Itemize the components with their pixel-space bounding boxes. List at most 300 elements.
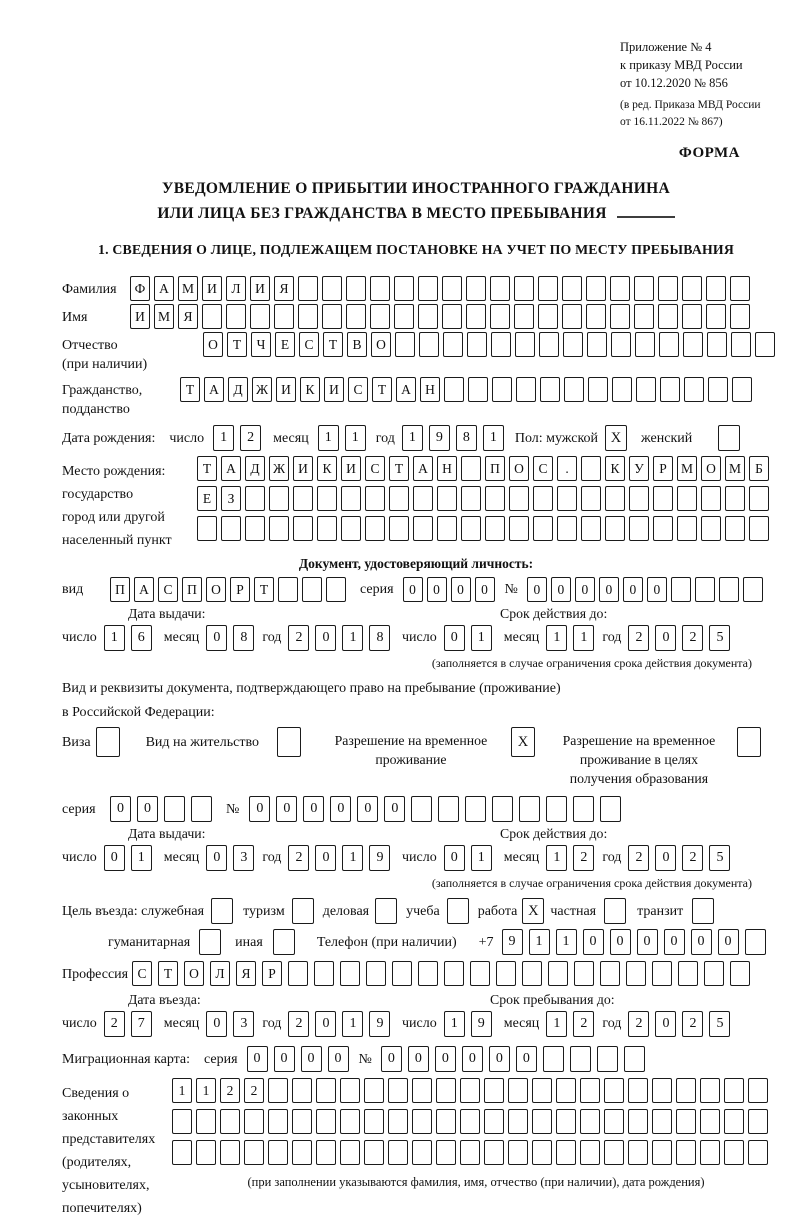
char-cell[interactable] bbox=[700, 1078, 720, 1103]
char-cell[interactable] bbox=[586, 304, 606, 329]
char-cell[interactable]: 0 bbox=[249, 796, 270, 822]
char-cell[interactable]: 2 bbox=[288, 625, 309, 651]
char-cell[interactable] bbox=[580, 1109, 600, 1134]
char-cell[interactable] bbox=[701, 486, 721, 511]
char-cell[interactable]: Т bbox=[254, 577, 274, 602]
char-cell[interactable] bbox=[437, 486, 457, 511]
char-cell[interactable] bbox=[519, 796, 540, 822]
char-cell[interactable]: 2 bbox=[682, 1011, 703, 1037]
char-cell[interactable] bbox=[197, 516, 217, 541]
char-cell[interactable] bbox=[748, 1140, 768, 1165]
char-cell[interactable]: 0 bbox=[403, 577, 423, 602]
char-cell[interactable]: 0 bbox=[623, 577, 643, 602]
char-cell[interactable]: 1 bbox=[342, 625, 363, 651]
char-cell[interactable]: З bbox=[221, 486, 241, 511]
char-cell[interactable] bbox=[605, 516, 625, 541]
char-cell[interactable]: 9 bbox=[369, 1011, 390, 1037]
char-cell[interactable] bbox=[492, 377, 512, 402]
char-cell[interactable] bbox=[245, 516, 265, 541]
char-cell[interactable]: Е bbox=[275, 332, 295, 357]
char-cell[interactable]: 1 bbox=[318, 425, 339, 451]
char-cell[interactable] bbox=[556, 1140, 576, 1165]
char-cell[interactable] bbox=[314, 961, 334, 986]
char-cell[interactable]: О bbox=[701, 456, 721, 481]
char-cell[interactable] bbox=[588, 377, 608, 402]
temp-residence-edu-checkbox[interactable] bbox=[737, 727, 761, 757]
char-cell[interactable]: 1 bbox=[345, 425, 366, 451]
char-cell[interactable]: Е bbox=[197, 486, 217, 511]
char-cell[interactable] bbox=[364, 1078, 384, 1103]
char-cell[interactable] bbox=[389, 486, 409, 511]
char-cell[interactable]: 1 bbox=[546, 1011, 567, 1037]
char-cell[interactable] bbox=[574, 961, 594, 986]
char-cell[interactable] bbox=[611, 332, 631, 357]
char-cell[interactable] bbox=[365, 516, 385, 541]
char-cell[interactable]: 0 bbox=[475, 577, 495, 602]
char-cell[interactable]: 0 bbox=[444, 845, 465, 871]
char-cell[interactable] bbox=[461, 486, 481, 511]
char-cell[interactable]: 1 bbox=[529, 929, 550, 955]
char-cell[interactable]: 0 bbox=[276, 796, 297, 822]
char-cell[interactable] bbox=[274, 304, 294, 329]
char-cell[interactable] bbox=[557, 486, 577, 511]
char-cell[interactable]: Я bbox=[236, 961, 256, 986]
char-cell[interactable]: 0 bbox=[516, 1046, 537, 1072]
sex-female-checkbox[interactable] bbox=[718, 425, 740, 451]
char-cell[interactable]: 0 bbox=[655, 625, 676, 651]
char-cell[interactable] bbox=[346, 276, 366, 301]
char-cell[interactable]: Ч bbox=[251, 332, 271, 357]
char-cell[interactable]: 0 bbox=[315, 1011, 336, 1037]
char-cell[interactable] bbox=[340, 1109, 360, 1134]
char-cell[interactable] bbox=[484, 1078, 504, 1103]
char-cell[interactable]: 1 bbox=[172, 1078, 192, 1103]
char-cell[interactable]: И bbox=[250, 276, 270, 301]
char-cell[interactable] bbox=[533, 486, 553, 511]
char-cell[interactable] bbox=[490, 304, 510, 329]
char-cell[interactable] bbox=[605, 486, 625, 511]
char-cell[interactable]: А bbox=[221, 456, 241, 481]
char-cell[interactable] bbox=[317, 486, 337, 511]
char-cell[interactable]: А bbox=[204, 377, 224, 402]
char-cell[interactable] bbox=[437, 516, 457, 541]
char-cell[interactable] bbox=[563, 332, 583, 357]
char-cell[interactable]: Д bbox=[228, 377, 248, 402]
char-cell[interactable] bbox=[678, 961, 698, 986]
char-cell[interactable] bbox=[220, 1140, 240, 1165]
char-cell[interactable]: 0 bbox=[551, 577, 571, 602]
char-cell[interactable] bbox=[749, 516, 769, 541]
char-cell[interactable] bbox=[269, 486, 289, 511]
char-cell[interactable] bbox=[346, 304, 366, 329]
char-cell[interactable] bbox=[682, 304, 702, 329]
char-cell[interactable]: 0 bbox=[637, 929, 658, 955]
purpose-transit-checkbox[interactable] bbox=[692, 898, 714, 924]
char-cell[interactable] bbox=[532, 1078, 552, 1103]
char-cell[interactable] bbox=[743, 577, 763, 602]
char-cell[interactable] bbox=[460, 1078, 480, 1103]
char-cell[interactable]: Т bbox=[197, 456, 217, 481]
char-cell[interactable]: 2 bbox=[288, 1011, 309, 1037]
char-cell[interactable]: М bbox=[178, 276, 198, 301]
purpose-work-checkbox[interactable]: X bbox=[522, 898, 544, 924]
char-cell[interactable] bbox=[340, 1140, 360, 1165]
char-cell[interactable]: 9 bbox=[502, 929, 523, 955]
char-cell[interactable] bbox=[653, 516, 673, 541]
char-cell[interactable] bbox=[508, 1109, 528, 1134]
char-cell[interactable]: 2 bbox=[240, 425, 261, 451]
char-cell[interactable]: В bbox=[347, 332, 367, 357]
residence-permit-checkbox[interactable] bbox=[277, 727, 301, 757]
char-cell[interactable] bbox=[683, 332, 703, 357]
char-cell[interactable]: 2 bbox=[628, 1011, 649, 1037]
char-cell[interactable] bbox=[395, 332, 415, 357]
char-cell[interactable]: 0 bbox=[583, 929, 604, 955]
char-cell[interactable] bbox=[700, 1109, 720, 1134]
char-cell[interactable] bbox=[562, 304, 582, 329]
char-cell[interactable] bbox=[557, 516, 577, 541]
char-cell[interactable] bbox=[580, 1078, 600, 1103]
char-cell[interactable] bbox=[394, 304, 414, 329]
char-cell[interactable] bbox=[293, 516, 313, 541]
char-cell[interactable]: 1 bbox=[444, 1011, 465, 1037]
char-cell[interactable]: 0 bbox=[664, 929, 685, 955]
char-cell[interactable] bbox=[755, 332, 775, 357]
char-cell[interactable]: 2 bbox=[628, 625, 649, 651]
char-cell[interactable] bbox=[340, 1078, 360, 1103]
char-cell[interactable]: С bbox=[348, 377, 368, 402]
char-cell[interactable]: 0 bbox=[247, 1046, 268, 1072]
char-cell[interactable] bbox=[341, 486, 361, 511]
char-cell[interactable]: А bbox=[134, 577, 154, 602]
char-cell[interactable] bbox=[444, 377, 464, 402]
char-cell[interactable] bbox=[515, 332, 535, 357]
char-cell[interactable]: 0 bbox=[610, 929, 631, 955]
sex-male-checkbox[interactable]: X bbox=[605, 425, 627, 451]
char-cell[interactable] bbox=[676, 1109, 696, 1134]
char-cell[interactable] bbox=[293, 486, 313, 511]
char-cell[interactable]: Т bbox=[372, 377, 392, 402]
char-cell[interactable] bbox=[600, 796, 621, 822]
char-cell[interactable] bbox=[340, 961, 360, 986]
char-cell[interactable] bbox=[581, 516, 601, 541]
char-cell[interactable] bbox=[682, 276, 702, 301]
char-cell[interactable]: 0 bbox=[206, 625, 227, 651]
char-cell[interactable] bbox=[652, 961, 672, 986]
char-cell[interactable]: Я bbox=[274, 276, 294, 301]
char-cell[interactable] bbox=[629, 486, 649, 511]
char-cell[interactable]: 0 bbox=[718, 929, 739, 955]
char-cell[interactable] bbox=[604, 1078, 624, 1103]
char-cell[interactable] bbox=[490, 276, 510, 301]
char-cell[interactable] bbox=[610, 276, 630, 301]
char-cell[interactable]: 0 bbox=[408, 1046, 429, 1072]
char-cell[interactable]: С bbox=[533, 456, 553, 481]
char-cell[interactable] bbox=[564, 377, 584, 402]
char-cell[interactable] bbox=[634, 276, 654, 301]
char-cell[interactable] bbox=[676, 1078, 696, 1103]
char-cell[interactable]: О bbox=[203, 332, 223, 357]
char-cell[interactable] bbox=[745, 929, 766, 955]
char-cell[interactable] bbox=[244, 1140, 264, 1165]
char-cell[interactable] bbox=[612, 377, 632, 402]
char-cell[interactable]: 0 bbox=[655, 1011, 676, 1037]
char-cell[interactable] bbox=[268, 1078, 288, 1103]
char-cell[interactable] bbox=[581, 456, 601, 481]
char-cell[interactable]: 1 bbox=[402, 425, 423, 451]
char-cell[interactable] bbox=[298, 304, 318, 329]
char-cell[interactable] bbox=[484, 1109, 504, 1134]
char-cell[interactable] bbox=[341, 516, 361, 541]
char-cell[interactable]: 8 bbox=[456, 425, 477, 451]
char-cell[interactable]: 0 bbox=[462, 1046, 483, 1072]
char-cell[interactable]: Д bbox=[245, 456, 265, 481]
char-cell[interactable] bbox=[460, 1109, 480, 1134]
char-cell[interactable] bbox=[724, 1140, 744, 1165]
char-cell[interactable] bbox=[370, 276, 390, 301]
char-cell[interactable] bbox=[580, 1140, 600, 1165]
char-cell[interactable] bbox=[730, 304, 750, 329]
char-cell[interactable] bbox=[707, 332, 727, 357]
char-cell[interactable]: 1 bbox=[573, 625, 594, 651]
char-cell[interactable]: 1 bbox=[342, 845, 363, 871]
char-cell[interactable]: 1 bbox=[131, 845, 152, 871]
char-cell[interactable] bbox=[442, 276, 462, 301]
char-cell[interactable] bbox=[196, 1109, 216, 1134]
char-cell[interactable] bbox=[749, 486, 769, 511]
char-cell[interactable] bbox=[392, 961, 412, 986]
char-cell[interactable]: 0 bbox=[435, 1046, 456, 1072]
char-cell[interactable]: У bbox=[629, 456, 649, 481]
char-cell[interactable]: 0 bbox=[599, 577, 619, 602]
char-cell[interactable] bbox=[496, 961, 516, 986]
char-cell[interactable] bbox=[652, 1078, 672, 1103]
char-cell[interactable]: А bbox=[396, 377, 416, 402]
char-cell[interactable]: 2 bbox=[628, 845, 649, 871]
char-cell[interactable]: 1 bbox=[483, 425, 504, 451]
char-cell[interactable] bbox=[492, 796, 513, 822]
char-cell[interactable] bbox=[556, 1109, 576, 1134]
char-cell[interactable]: Т bbox=[158, 961, 178, 986]
char-cell[interactable] bbox=[539, 332, 559, 357]
char-cell[interactable]: С bbox=[132, 961, 152, 986]
char-cell[interactable]: 0 bbox=[206, 845, 227, 871]
char-cell[interactable]: 2 bbox=[104, 1011, 125, 1037]
char-cell[interactable] bbox=[244, 1109, 264, 1134]
char-cell[interactable] bbox=[418, 276, 438, 301]
char-cell[interactable]: М bbox=[725, 456, 745, 481]
char-cell[interactable] bbox=[677, 516, 697, 541]
char-cell[interactable] bbox=[468, 377, 488, 402]
char-cell[interactable] bbox=[302, 577, 322, 602]
char-cell[interactable]: К bbox=[317, 456, 337, 481]
char-cell[interactable] bbox=[514, 304, 534, 329]
char-cell[interactable]: 1 bbox=[104, 625, 125, 651]
char-cell[interactable]: 0 bbox=[110, 796, 131, 822]
char-cell[interactable] bbox=[532, 1140, 552, 1165]
char-cell[interactable] bbox=[624, 1046, 645, 1072]
char-cell[interactable] bbox=[412, 1109, 432, 1134]
char-cell[interactable]: 0 bbox=[655, 845, 676, 871]
char-cell[interactable] bbox=[418, 961, 438, 986]
char-cell[interactable] bbox=[413, 516, 433, 541]
char-cell[interactable] bbox=[413, 486, 433, 511]
char-cell[interactable] bbox=[467, 332, 487, 357]
char-cell[interactable] bbox=[581, 486, 601, 511]
char-cell[interactable] bbox=[245, 486, 265, 511]
char-cell[interactable] bbox=[485, 516, 505, 541]
char-cell[interactable] bbox=[533, 516, 553, 541]
char-cell[interactable]: 0 bbox=[274, 1046, 295, 1072]
char-cell[interactable] bbox=[164, 796, 185, 822]
char-cell[interactable] bbox=[597, 1046, 618, 1072]
char-cell[interactable]: 2 bbox=[573, 845, 594, 871]
char-cell[interactable]: И bbox=[293, 456, 313, 481]
char-cell[interactable]: 2 bbox=[682, 845, 703, 871]
char-cell[interactable] bbox=[292, 1140, 312, 1165]
char-cell[interactable]: Ж bbox=[269, 456, 289, 481]
purpose-other-checkbox[interactable] bbox=[273, 929, 295, 955]
char-cell[interactable]: Р bbox=[262, 961, 282, 986]
char-cell[interactable]: И bbox=[130, 304, 150, 329]
char-cell[interactable]: Т bbox=[323, 332, 343, 357]
char-cell[interactable] bbox=[556, 1078, 576, 1103]
char-cell[interactable] bbox=[388, 1140, 408, 1165]
char-cell[interactable] bbox=[676, 1140, 696, 1165]
char-cell[interactable] bbox=[508, 1078, 528, 1103]
char-cell[interactable]: Т bbox=[180, 377, 200, 402]
char-cell[interactable]: 8 bbox=[369, 625, 390, 651]
char-cell[interactable] bbox=[573, 796, 594, 822]
char-cell[interactable] bbox=[652, 1109, 672, 1134]
char-cell[interactable] bbox=[748, 1109, 768, 1134]
char-cell[interactable]: 0 bbox=[381, 1046, 402, 1072]
char-cell[interactable]: И bbox=[341, 456, 361, 481]
char-cell[interactable] bbox=[418, 304, 438, 329]
char-cell[interactable] bbox=[202, 304, 222, 329]
char-cell[interactable] bbox=[370, 304, 390, 329]
char-cell[interactable]: Т bbox=[227, 332, 247, 357]
char-cell[interactable] bbox=[484, 1140, 504, 1165]
char-cell[interactable] bbox=[411, 796, 432, 822]
char-cell[interactable]: 0 bbox=[384, 796, 405, 822]
char-cell[interactable] bbox=[677, 486, 697, 511]
char-cell[interactable] bbox=[365, 486, 385, 511]
char-cell[interactable] bbox=[586, 276, 606, 301]
char-cell[interactable]: 0 bbox=[357, 796, 378, 822]
char-cell[interactable] bbox=[442, 304, 462, 329]
char-cell[interactable]: С bbox=[365, 456, 385, 481]
char-cell[interactable] bbox=[221, 516, 241, 541]
char-cell[interactable]: 0 bbox=[451, 577, 471, 602]
char-cell[interactable] bbox=[436, 1078, 456, 1103]
char-cell[interactable]: 1 bbox=[546, 625, 567, 651]
char-cell[interactable] bbox=[730, 276, 750, 301]
char-cell[interactable] bbox=[508, 1140, 528, 1165]
char-cell[interactable] bbox=[700, 1140, 720, 1165]
char-cell[interactable]: К bbox=[605, 456, 625, 481]
char-cell[interactable]: С bbox=[158, 577, 178, 602]
char-cell[interactable] bbox=[628, 1078, 648, 1103]
char-cell[interactable]: 2 bbox=[244, 1078, 264, 1103]
char-cell[interactable] bbox=[724, 1109, 744, 1134]
char-cell[interactable]: 5 bbox=[709, 625, 730, 651]
char-cell[interactable] bbox=[538, 276, 558, 301]
char-cell[interactable]: 1 bbox=[556, 929, 577, 955]
char-cell[interactable] bbox=[731, 332, 751, 357]
char-cell[interactable]: И bbox=[202, 276, 222, 301]
char-cell[interactable] bbox=[364, 1109, 384, 1134]
char-cell[interactable] bbox=[443, 332, 463, 357]
char-cell[interactable]: Ж bbox=[252, 377, 272, 402]
char-cell[interactable] bbox=[725, 486, 745, 511]
char-cell[interactable] bbox=[653, 486, 673, 511]
char-cell[interactable] bbox=[292, 1109, 312, 1134]
char-cell[interactable] bbox=[652, 1140, 672, 1165]
char-cell[interactable] bbox=[322, 276, 342, 301]
char-cell[interactable]: 8 bbox=[233, 625, 254, 651]
char-cell[interactable]: 0 bbox=[647, 577, 667, 602]
char-cell[interactable] bbox=[548, 961, 568, 986]
char-cell[interactable] bbox=[629, 516, 649, 541]
char-cell[interactable] bbox=[604, 1109, 624, 1134]
char-cell[interactable]: И bbox=[324, 377, 344, 402]
char-cell[interactable] bbox=[438, 796, 459, 822]
char-cell[interactable] bbox=[626, 961, 646, 986]
char-cell[interactable]: Н bbox=[437, 456, 457, 481]
char-cell[interactable] bbox=[706, 276, 726, 301]
char-cell[interactable]: 0 bbox=[444, 625, 465, 651]
char-cell[interactable]: 7 bbox=[131, 1011, 152, 1037]
char-cell[interactable]: Я bbox=[178, 304, 198, 329]
char-cell[interactable] bbox=[412, 1078, 432, 1103]
char-cell[interactable] bbox=[719, 577, 739, 602]
char-cell[interactable] bbox=[419, 332, 439, 357]
char-cell[interactable] bbox=[220, 1109, 240, 1134]
char-cell[interactable]: 5 bbox=[709, 845, 730, 871]
char-cell[interactable] bbox=[366, 961, 386, 986]
char-cell[interactable]: 9 bbox=[429, 425, 450, 451]
char-cell[interactable] bbox=[708, 377, 728, 402]
char-cell[interactable] bbox=[444, 961, 464, 986]
char-cell[interactable] bbox=[317, 516, 337, 541]
char-cell[interactable] bbox=[704, 961, 724, 986]
char-cell[interactable] bbox=[226, 304, 246, 329]
char-cell[interactable] bbox=[509, 486, 529, 511]
char-cell[interactable]: 0 bbox=[328, 1046, 349, 1072]
char-cell[interactable] bbox=[326, 577, 346, 602]
char-cell[interactable]: 1 bbox=[471, 845, 492, 871]
char-cell[interactable]: О bbox=[206, 577, 226, 602]
char-cell[interactable]: 1 bbox=[342, 1011, 363, 1037]
char-cell[interactable] bbox=[701, 516, 721, 541]
char-cell[interactable] bbox=[389, 516, 409, 541]
char-cell[interactable] bbox=[604, 1140, 624, 1165]
char-cell[interactable]: М bbox=[154, 304, 174, 329]
char-cell[interactable] bbox=[636, 377, 656, 402]
char-cell[interactable] bbox=[570, 1046, 591, 1072]
char-cell[interactable] bbox=[509, 516, 529, 541]
char-cell[interactable] bbox=[540, 377, 560, 402]
char-cell[interactable] bbox=[562, 276, 582, 301]
char-cell[interactable] bbox=[460, 1140, 480, 1165]
char-cell[interactable] bbox=[388, 1109, 408, 1134]
char-cell[interactable] bbox=[600, 961, 620, 986]
char-cell[interactable] bbox=[316, 1109, 336, 1134]
temp-residence-checkbox[interactable]: X bbox=[511, 727, 535, 757]
char-cell[interactable] bbox=[706, 304, 726, 329]
char-cell[interactable]: 2 bbox=[682, 625, 703, 651]
